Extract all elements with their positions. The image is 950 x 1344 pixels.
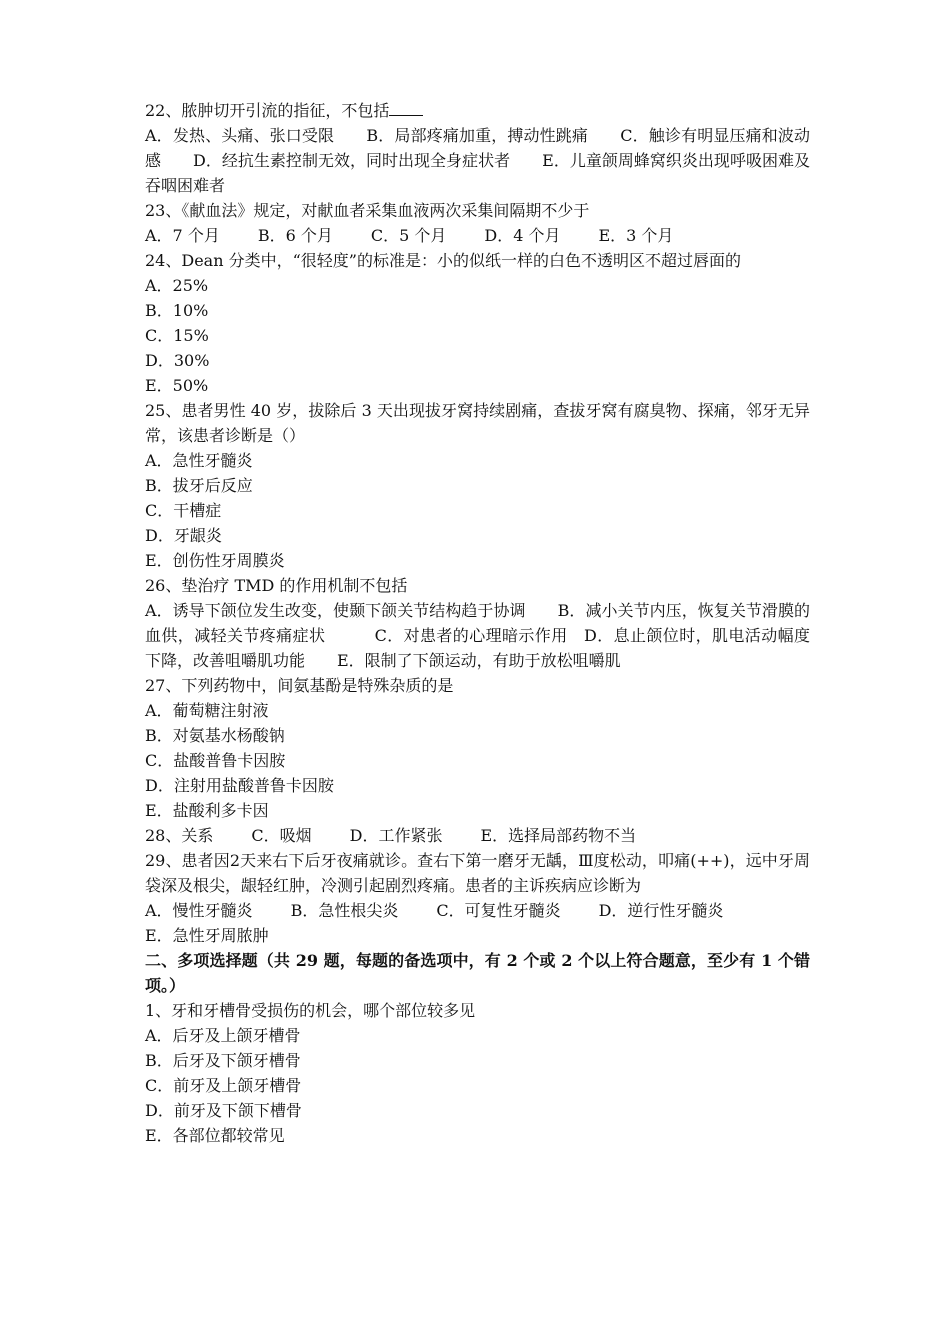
option-d: D．前牙及下颌下槽骨 <box>145 1101 302 1120</box>
option-b: B．6 个月 <box>257 226 333 245</box>
question-28-fragment: 28、关系 <box>145 826 214 845</box>
option-c: C．前牙及上颌牙槽骨 <box>145 1076 302 1095</box>
question-26-options: A．诱导下颌位发生改变，使颞下颌关节结构趋于协调 B．减小关节内压，恢复关节滑膜的血供，减轻关节疼痛症状 C．对患者的心理暗示作用 D．息止颌位时，肌电活动幅度下降，改善咀嚼肌功能 E．限制了下颌运动，有助于放松咀嚼肌 <box>145 601 810 670</box>
option-d: D．牙龈炎 <box>145 526 222 545</box>
option-e: E．盐酸利多卡因 <box>145 801 269 820</box>
option-c: C．5 个月 <box>370 226 447 245</box>
option-a: A．后牙及上颌牙槽骨 <box>145 1026 301 1045</box>
option-c: C．吸烟 <box>251 826 312 845</box>
option-b: B．拔牙后反应 <box>145 476 253 495</box>
question-23-stem: 23、《献血法》规定，对献血者采集血液两次采集间隔期不少于 <box>145 201 590 220</box>
option-a: A．慢性牙髓炎 <box>145 901 253 920</box>
option-d: D．工作紧张 <box>349 826 443 845</box>
option-d: D．注射用盐酸普鲁卡因胺 <box>145 776 334 795</box>
option-b: B．急性根尖炎 <box>290 901 399 920</box>
option-e: E．各部位都较常见 <box>145 1126 285 1145</box>
option-d: D．4 个月 <box>484 226 561 245</box>
option-c: C．盐酸普鲁卡因胺 <box>145 751 286 770</box>
option-d: D．逆行性牙髓炎 <box>598 901 724 920</box>
option-b: B．对氨基水杨酸钠 <box>145 726 285 745</box>
question-29-options <box>145 898 810 923</box>
section-heading: 二、多项选择题（共 29 题，每题的备选项中，有 2 个或 2 个以上符合题意，至少有 1 个错项。） <box>145 951 810 995</box>
document-page <box>145 98 810 1148</box>
question-25-stem: 25、患者男性 40 岁，拔除后 3 天出现拔牙窝持续剧痛，查拔牙窝有腐臭物、探痛，邻牙无异常，该患者诊断是（） <box>145 401 810 445</box>
answer-blank <box>389 98 423 116</box>
option-a: A．葡萄糖注射液 <box>145 701 269 720</box>
option-c: C．可复性牙髓炎 <box>436 901 561 920</box>
question-23-options <box>145 223 810 248</box>
question-22-stem: 22、脓肿切开引流的指征，不包括 <box>145 98 810 123</box>
option-a: A．25% <box>145 276 209 295</box>
option-a: A．急性牙髓炎 <box>145 451 253 470</box>
option-c: C．15% <box>145 326 209 345</box>
question-24-stem: 24、Dean 分类中，“很轻度”的标准是：小的似纸一样的白色不透明区不超过唇面的 <box>145 251 741 270</box>
option-b: B．后牙及下颌牙槽骨 <box>145 1051 301 1070</box>
option-a: A．7 个月 <box>145 226 220 245</box>
option-c: C．干槽症 <box>145 501 222 520</box>
option-d: D．30% <box>145 351 210 370</box>
question-26-stem: 26、垫治疗 TMD 的作用机制不包括 <box>145 576 408 595</box>
option-e: E．选择局部药物不当 <box>480 826 637 845</box>
multi-question-1-stem: 1、牙和牙槽骨受损伤的机会，哪个部位较多见 <box>145 1001 476 1020</box>
question-29-stem: 29、患者因2天来右下后牙夜痛就诊。查右下第一磨牙无龋，Ⅲ度松动，叩痛(++)，远中牙周袋深及根尖，龈轻红肿，冷测引起剧烈疼痛。患者的主诉疾病应诊断为 <box>145 851 810 895</box>
option-b: B．10% <box>145 301 209 320</box>
option-e: E．3 个月 <box>598 226 674 245</box>
question-27-stem: 27、下列药物中，间氨基酚是特殊杂质的是 <box>145 676 454 695</box>
option-e: E．急性牙周脓肿 <box>145 926 269 945</box>
question-28-options <box>145 823 810 848</box>
question-22-options: A．发热、头痛、张口受限 B．局部疼痛加重，搏动性跳痛 C．触诊有明显压痛和波动感 D．经抗生素控制无效，同时出现全身症状者 E．儿童颌周蜂窝织炎出现呼吸困难及吞咽困难者 <box>145 126 810 195</box>
option-e: E．50% <box>145 376 209 395</box>
option-e: E．创伤性牙周膜炎 <box>145 551 285 570</box>
